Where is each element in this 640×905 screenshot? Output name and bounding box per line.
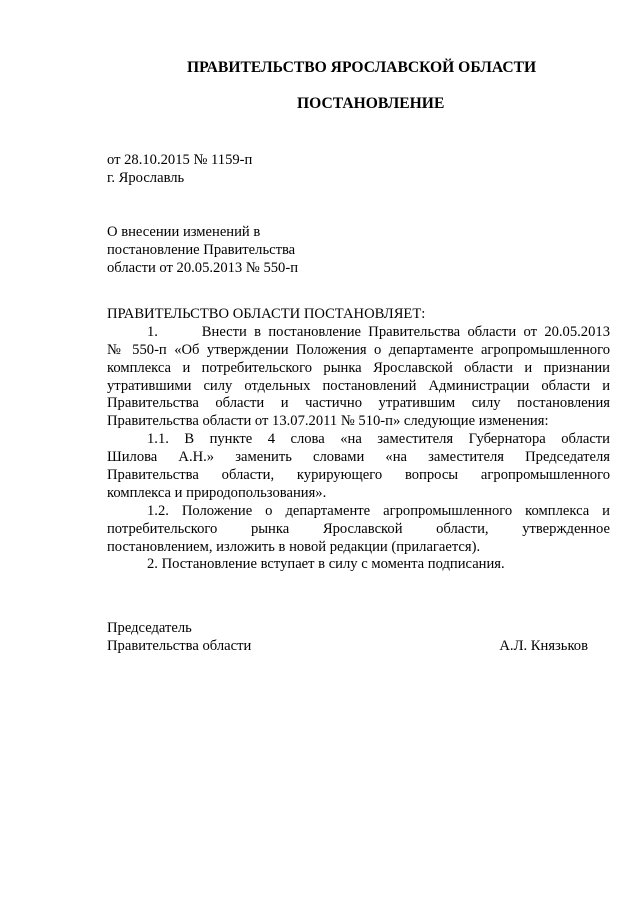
organization-title: ПРАВИТЕЛЬСТВО ЯРОСЛАВСКОЙ ОБЛАСТИ	[187, 59, 537, 76]
paragraph-line: 1.1. В пункте 4 слова «на заместителя Губернатора области	[147, 431, 610, 448]
paragraph-line: утратившими силу отдельных постановлений Администрации области и	[107, 377, 610, 394]
subject-line: области от 20.05.2013 № 550-п	[107, 260, 299, 276]
paragraph-line: потребительского рынка Ярославской области, утвержденное	[107, 520, 610, 537]
document-type: ПОСТАНОВЛЕНИЕ	[297, 95, 445, 112]
paragraph-line: комплекса и потребительского рынка Ярославской области и признании	[107, 359, 610, 376]
paragraph-line: Правительства области, курирующего вопросы агропромышленного	[107, 467, 610, 484]
date-number: от 28.10.2015 № 1159-п	[107, 152, 253, 168]
document-body	[107, 306, 610, 574]
paragraph-line: комплекса и природопользования».	[107, 484, 327, 501]
signature-title: Правительства области	[107, 638, 252, 654]
paragraph-line: Шилова А.Н.» заменить словами «на заместителя Председателя	[107, 449, 610, 466]
paragraph-line: 1.2. Положение о департаменте агропромышленного комплекса и	[147, 502, 610, 519]
signatory-name: А.Л. Князьков	[499, 638, 588, 654]
paragraph-line: постановлением, изложить в новой редакции (прилагается).	[107, 538, 481, 555]
decree-heading: ПРАВИТЕЛЬСТВО ОБЛАСТИ ПОСТАНОВЛЯЕТ:	[107, 306, 426, 322]
paragraph-line: Правительства области от 13.07.2011 № 510-п» следующие изменения:	[107, 413, 549, 430]
paragraph-line: № 550-п «Об утверждении Положения о департаменте агропромышленного	[107, 341, 610, 358]
signature-title: Председатель	[107, 620, 192, 636]
paragraph-line: 1. Внести в постановление Правительства области от 20.05.2013	[147, 323, 610, 340]
paragraph-line: 2. Постановление вступает в силу с момента подписания.	[147, 556, 505, 573]
subject-line: постановление Правительства	[107, 242, 296, 258]
city: г. Ярославль	[107, 170, 185, 186]
paragraph-line: Правительства области и частично утратившим силу постановления	[107, 395, 610, 412]
subject-line: О внесении изменений в	[107, 224, 261, 240]
